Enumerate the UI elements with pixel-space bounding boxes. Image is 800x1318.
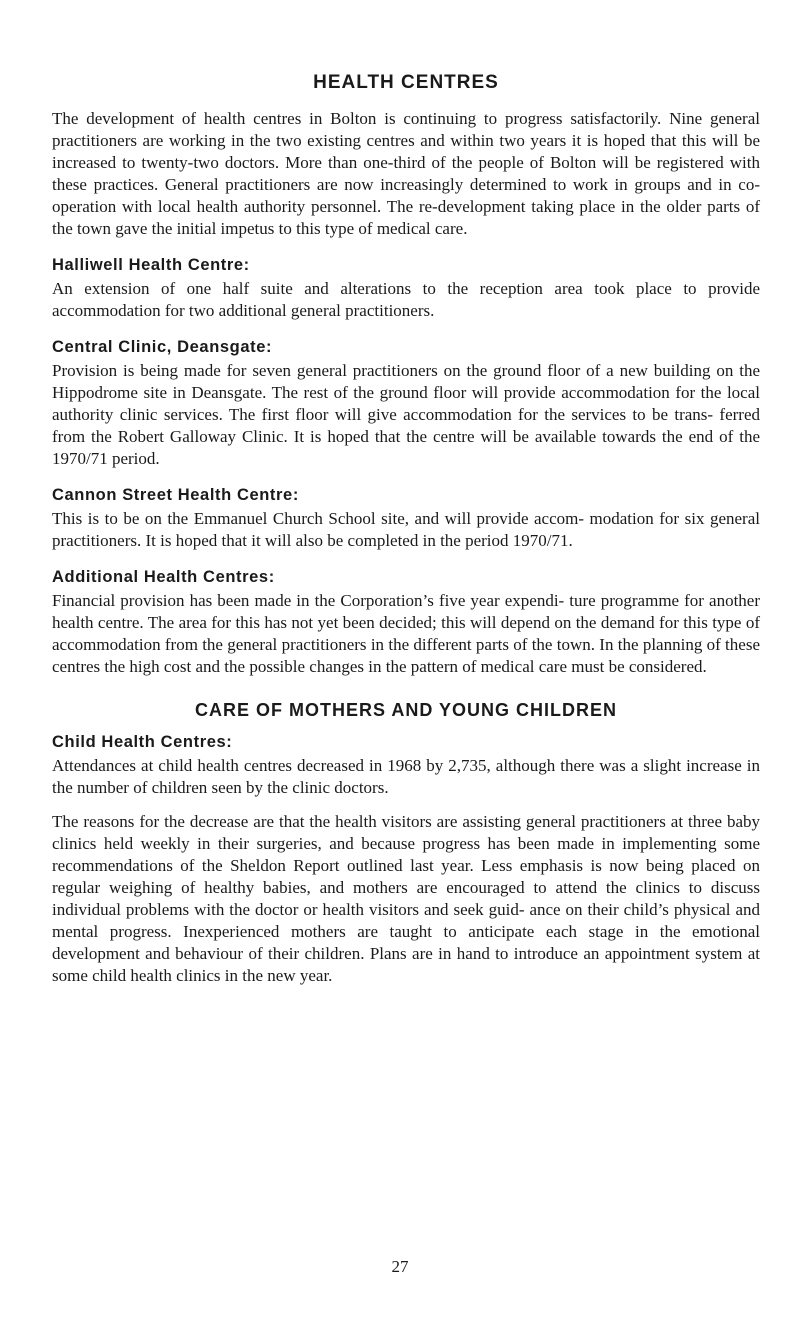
section-halliwell: [52, 254, 760, 322]
section-heading: Central Clinic, Deansgate:: [52, 338, 273, 356]
section-text: An extension of one half suite and alterations to the reception area took place to provide accommodation for two additional general practitioners.: [52, 279, 760, 320]
section-text: Attendances at child health centres decreased in 1968 by 2,735, although there was a slight increase in the number of children seen by the clinic doctors.: [52, 756, 760, 797]
section-text: This is to be on the Emmanuel Church School site, and will provide accom- modation for six general practitioners. It is hoped that it will also be completed in the period 1970/71.: [52, 509, 760, 550]
section-central-clinic: [52, 336, 760, 470]
section-text: Provision is being made for seven general practitioners on the ground floor of a new building on the Hippodrome site in Deansgate. The rest of the ground floor will provide accommodation for the local authority clinic services. The first floor will give accommodation for the services to be trans- ferred from the Robert Galloway Clinic. It is hoped that the centre will be available towards the end of the 1970/71 period.: [52, 361, 760, 468]
section-heading: Child Health Centres:: [52, 733, 233, 751]
page-number: 27: [391, 1257, 409, 1276]
document-page: [52, 72, 760, 987]
section-text: The reasons for the decrease are that the health visitors are assisting general practitioners at three baby clinics held weekly in their surgeries, and because progress has been made in implementing some recommendations of the Sheldon Report outlined last year. Less emphasis is now being placed on regular weighing of healthy babies, and mothers are encouraged to attend the clinics to discuss individual problems with the doctor or health visitors and seek guid- ance on their child’s physical and mental progress. Inexperienced mothers are taught to anticipate each stage in the emotional development and behaviour of their children. Plans are in hand to introduce an appointment system at some child health clinics in the new year.: [52, 812, 760, 985]
section-additional: [52, 566, 760, 678]
section-child-health: [52, 731, 760, 987]
section-heading: Halliwell Health Centre:: [52, 256, 250, 274]
section-heading: Additional Health Centres:: [52, 568, 275, 586]
page-title: HEALTH CENTRES: [313, 72, 499, 93]
section-cannon-street: [52, 484, 760, 552]
intro-paragraph: The development of health centres in Bolton is continuing to progress satisfactorily. Nine general practitioners are working in the two existing centres and within two years it is hoped that this will be increased to twenty-two doctors. More than one-third of the people of Bolton will be registered with these practices. General practitioners are now increasingly determined to work in groups and in co-operation with local health authority personnel. The re-development taking place in the older parts of the town gave the initial impetus to this type of medical care.: [52, 109, 760, 238]
second-title: CARE OF MOTHERS AND YOUNG CHILDREN: [194, 700, 617, 720]
section-heading: Cannon Street Health Centre:: [52, 486, 299, 504]
section-text: Financial provision has been made in the Corporation’s five year expendi- ture programme for another health centre. The area for this has not yet been decided; this will depend on the demand for this type of accommodation from the general practitioners in the different parts of the town. In the planning of these centres the high cost and the possible changes in the pattern of medical care must be considered.: [52, 591, 760, 676]
